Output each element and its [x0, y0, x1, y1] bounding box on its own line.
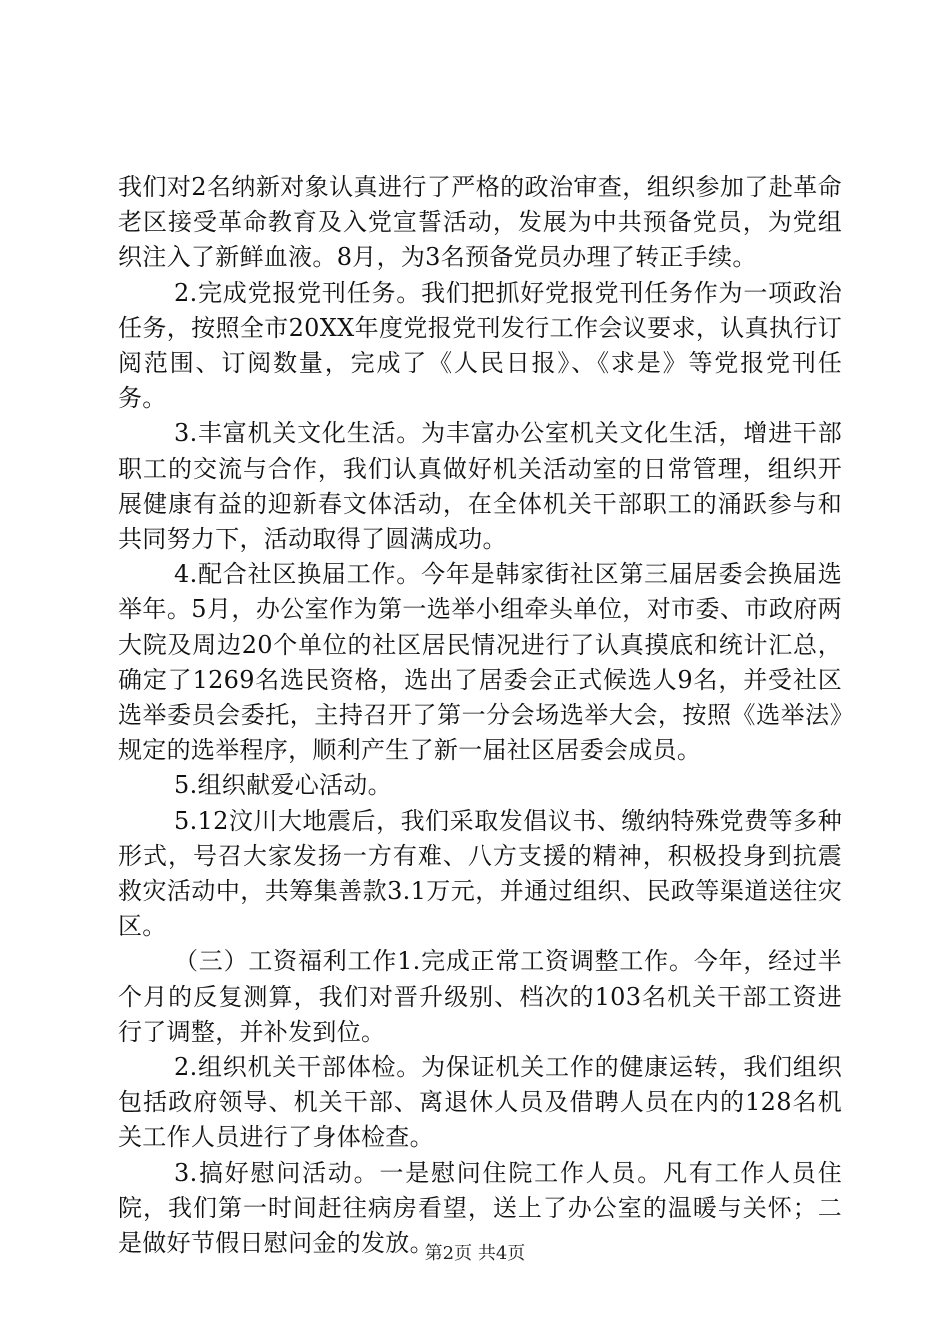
paragraph-culture-life: 3.丰富机关文化生活。为丰富办公室机关文化生活，增进干部职工的交流与合作，我们认真做好机关活动室的日常管理，组织开展健康有益的迎新春文体活动，在全体机关干部职工的涌跃参与和共同努力下，活动取得了圆满成功。	[118, 419, 842, 554]
document-body	[118, 170, 842, 1261]
paragraph-salary-adjustment: （三）工资福利工作1.完成正常工资调整工作。今年，经过半个月的反复测算，我们对晋升级别、档次的103名机关干部工资进行了调整，并补发到位。	[118, 947, 842, 1046]
page-number-footer: 第2页 共4页	[424, 1243, 526, 1264]
paragraph-party-publications: 2.完成党报党刊任务。我们把抓好党报党刊任务作为一项政治任务，按照全市20XX年度党报党刊发行工作会议要求，认真执行订阅范围、订阅数量，完成了《人民日报》、《求是》等党报党刊任务。	[118, 278, 842, 413]
paragraph-health-check: 2.组织机关干部体检。为保证机关工作的健康运转，我们组织包括政府领导、机关干部、离退休人员及借聘人员在内的128名机关工作人员进行了身体检查。	[118, 1053, 842, 1152]
paragraph-earthquake-relief: 5.12汶川大地震后，我们采取发倡议书、缴纳特殊党费等多种形式，号召大家发扬一方有难、八方支援的精神，积极投身到抗震救灾活动中，共筹集善款3.1万元，并通过组织、民政等渠道送往灾区。	[118, 806, 842, 941]
paragraph-condolence-visits: 3.搞好慰问活动。一是慰问住院工作人员。凡有工作人员住院，我们第一时间赶往病房看望，送上了办公室的温暖与关怀；二是做好节假日慰问金的发放。	[118, 1158, 842, 1258]
paragraph-charity-heading: 5.组织献爱心活动。	[174, 771, 392, 800]
paragraph-continuation: 我们对2名纳新对象认真进行了严格的政治审查，组织参加了赴革命老区接受革命教育及入党宣誓活动，发展为中共预备党员，为党组织注入了新鲜血液。8月，为3名预备党员办理了转正手续。	[118, 173, 842, 272]
paragraph-community-election: 4.配合社区换届工作。今年是韩家街社区第三届居委会换届选举年。5月，办公室作为第一选举小组牵头单位，对市委、市政府两大院及周边20个单位的社区居民情况进行了认真摸底和统计汇总，确定了1269名选民资格，选出了居委会正式候选人9名，并受社区选举委员会委托，主持召开了第一分会场选举大会，按照《选举法》规定的选举程序，顺利产生了新一届社区居委会成员。	[118, 560, 842, 765]
